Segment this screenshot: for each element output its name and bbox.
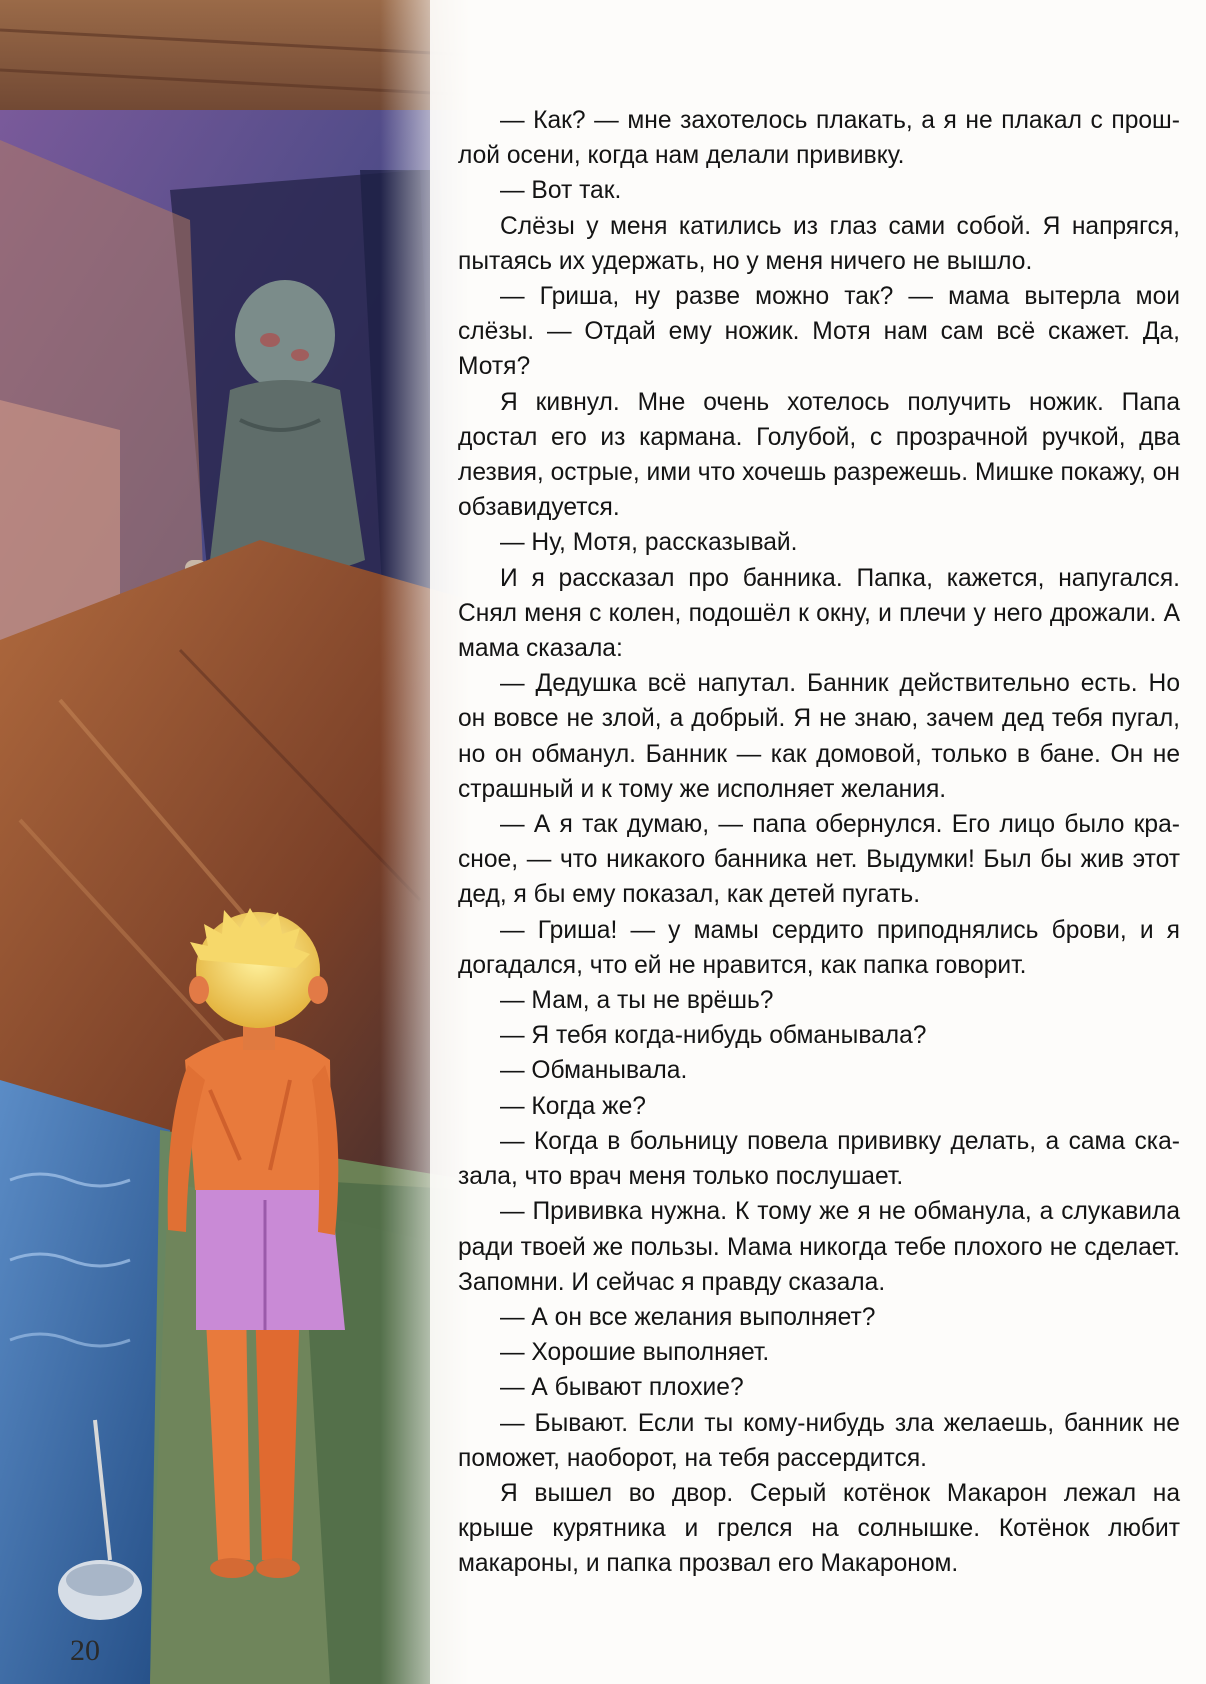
paragraph: — Гриша! — у мамы сердито приподнялись брови, и я догадался, что ей не нравится, как папка говорит.	[458, 916, 1180, 979]
paragraph: — Хорошие выполняет.	[500, 1339, 770, 1367]
paragraph: — Когда же?	[500, 1092, 646, 1120]
paragraph: — Бывают. Если ты кому-нибудь зла желаешь, банник не поможет, наоборот, на тебя рассердится.	[458, 1409, 1180, 1472]
paragraph: — Дедушка всё напутал. Банник действительно есть. Но он вовсе не злой, а добрый. Я не знаю, зачем дед тебя пугал, но он обманул. Банник — как домовой, только в бане. Он не страшный и к тому же исполняет желания.	[458, 670, 1180, 803]
paragraph: И я рассказал про банника. Папка, кажется, напугался. Снял меня с колен, подошёл к окну, и плечи у него дрожали. А мама сказала:	[458, 564, 1180, 663]
paragraph: — Прививка нужна. К тому же я не обманула, а слукавила ради твоей же пользы. Мама никогда тебе плохого не сделает. Запомни. И сейчас я правду сказала.	[458, 1198, 1180, 1296]
paragraph: — Обманывала.	[500, 1057, 688, 1085]
paragraph: — Я тебя когда-нибудь обманывала?	[500, 1022, 927, 1050]
paragraph: — А бывают плохие?	[500, 1374, 744, 1402]
paragraph: — Гриша, ну разве можно так? — мама вытерла мои слёзы. — Отдай ему ножик. Мотя нам сам всё скажет. Да, Мотя?	[458, 283, 1180, 381]
paragraph: — А я так думаю, — папа обернулся. Его лицо было красное, — что никакого банника нет. Выдумки! Был бы жив этот дед, я бы ему показал, как детей пугать.	[458, 811, 1180, 909]
paragraph: Слёзы у меня катились из глаз сами собой. Я напрягся, пытаясь их удержать, но у меня ничего не вышло.	[458, 212, 1180, 275]
page-number: 20	[70, 1634, 100, 1667]
paragraph: Я вышел во двор. Серый котёнок Макарон лежал на крыше курятника и грелся на солнышке. Котёнок любит макароны, и папка прозвал его Макароном.	[458, 1479, 1180, 1578]
paragraph: — Вот так.	[500, 177, 622, 205]
text-column	[458, 103, 1180, 1582]
paragraph: — Мам, а ты не врёшь?	[500, 987, 774, 1015]
paragraph: Я кивнул. Мне очень хотелось получить ножик. Папа достал его из кармана. Голубой, с прозрачной ручкой, два лезвия, острые, ими что хочешь разрежешь. Мишке покажу, он обзавидуется.	[458, 388, 1180, 522]
paragraph: — А он все желания выполняет?	[500, 1303, 876, 1331]
paragraph: — Как? — мне захотелось плакать, а я не плакал с прошлой осени, когда нам делали прививку.	[458, 107, 1180, 170]
paragraph: — Ну, Мотя, рассказывай.	[500, 529, 798, 557]
paragraph: — Когда в больницу повела прививку делать, а сама сказала, что врач меня только послушает.	[458, 1127, 1180, 1191]
illustration	[0, 0, 470, 1684]
